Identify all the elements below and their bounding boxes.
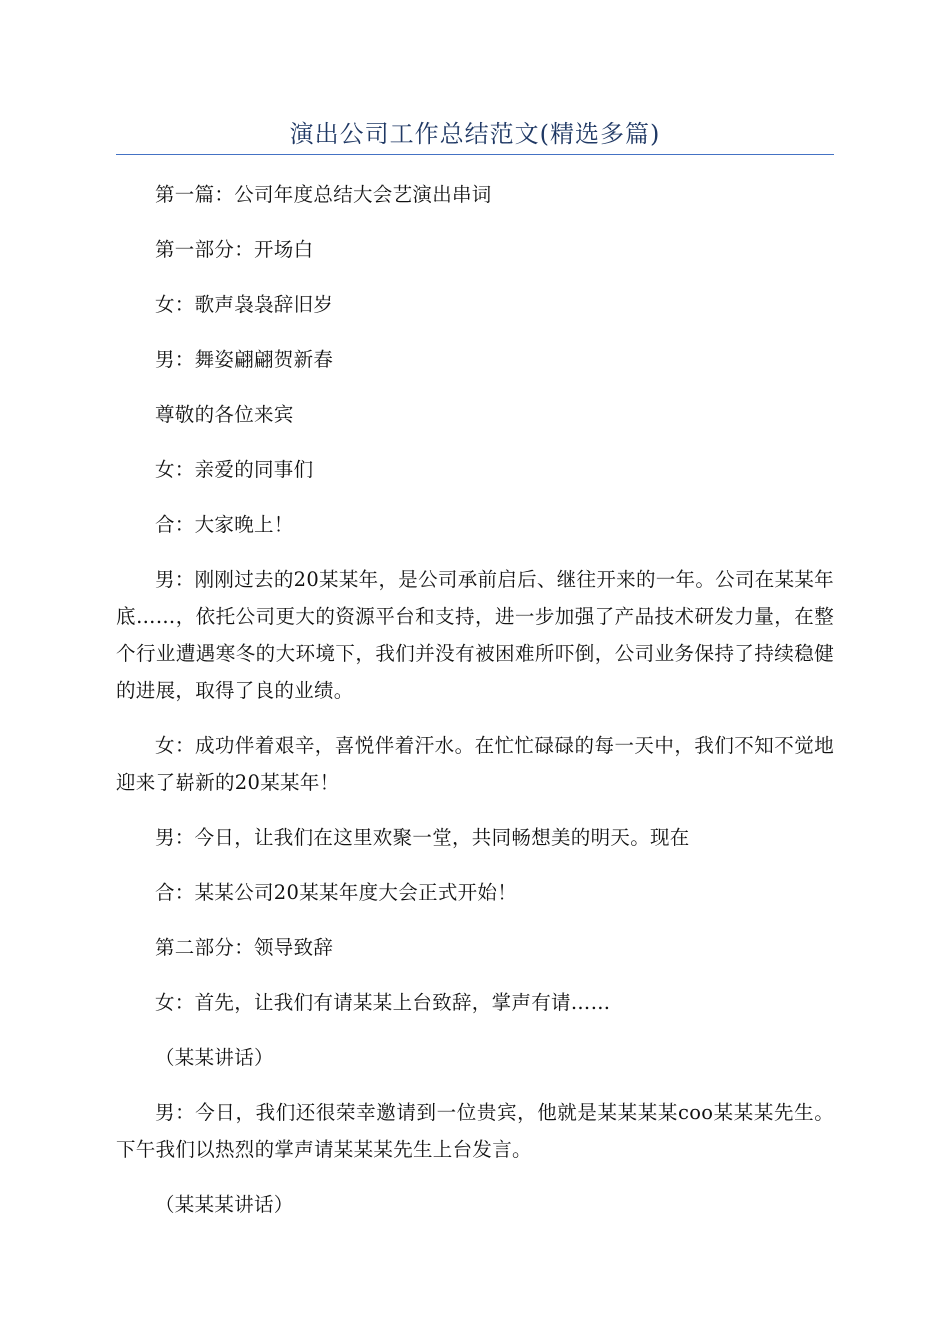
paragraph: 男：刚刚过去的20某某年，是公司承前启后、继往开来的一年。公司在某某年底……，依托公司更大的资源平台和支持，进一步加强了产品技术研发力量，在整个行业遭遇寒冬的大环境下，我们并没有被困难所吓倒，公司业务保持了持续稳健的进展，取得了良的业绩。	[116, 568, 834, 702]
paragraph: 尊敬的各位来宾	[155, 403, 294, 426]
paragraph: （某某讲话）	[155, 1046, 274, 1069]
paragraph: 合：某某公司20某某年度大会正式开始！	[155, 881, 518, 904]
paragraph: 女：亲爱的同事们	[155, 458, 314, 481]
paragraph: 男：今日，我们还很荣幸邀请到一位贵宾，他就是某某某某coo某某某先生。下午我们以热烈的掌声请某某某先生上台发言。	[116, 1101, 834, 1161]
paragraph: 第二部分：领导致辞	[155, 936, 334, 959]
paragraph: 第一部分：开场白	[155, 238, 314, 261]
paragraph: 第一篇：公司年度总结大会艺演出串词	[155, 183, 492, 206]
paragraph: 女：首先，让我们有请某某上台致辞，掌声有请……	[155, 991, 611, 1014]
paragraph: 男：舞姿翩翩贺新春	[155, 348, 334, 371]
document-page	[116, 0, 834, 1241]
paragraph: 合：大家晚上！	[155, 513, 294, 536]
paragraph: 女：成功伴着艰辛，喜悦伴着汗水。在忙忙碌碌的每一天中，我们不知不觉地迎来了崭新的20某某年！	[116, 734, 834, 794]
paragraph: 女：歌声袅袅辞旧岁	[155, 293, 334, 316]
document-title: 演出公司工作总结范文(精选多篇)	[289, 120, 661, 148]
paragraph: 男：今日，让我们在这里欢聚一堂，共同畅想美的明天。现在	[155, 826, 690, 849]
document-body	[116, 155, 834, 1223]
paragraph: （某某某讲话）	[155, 1193, 294, 1216]
